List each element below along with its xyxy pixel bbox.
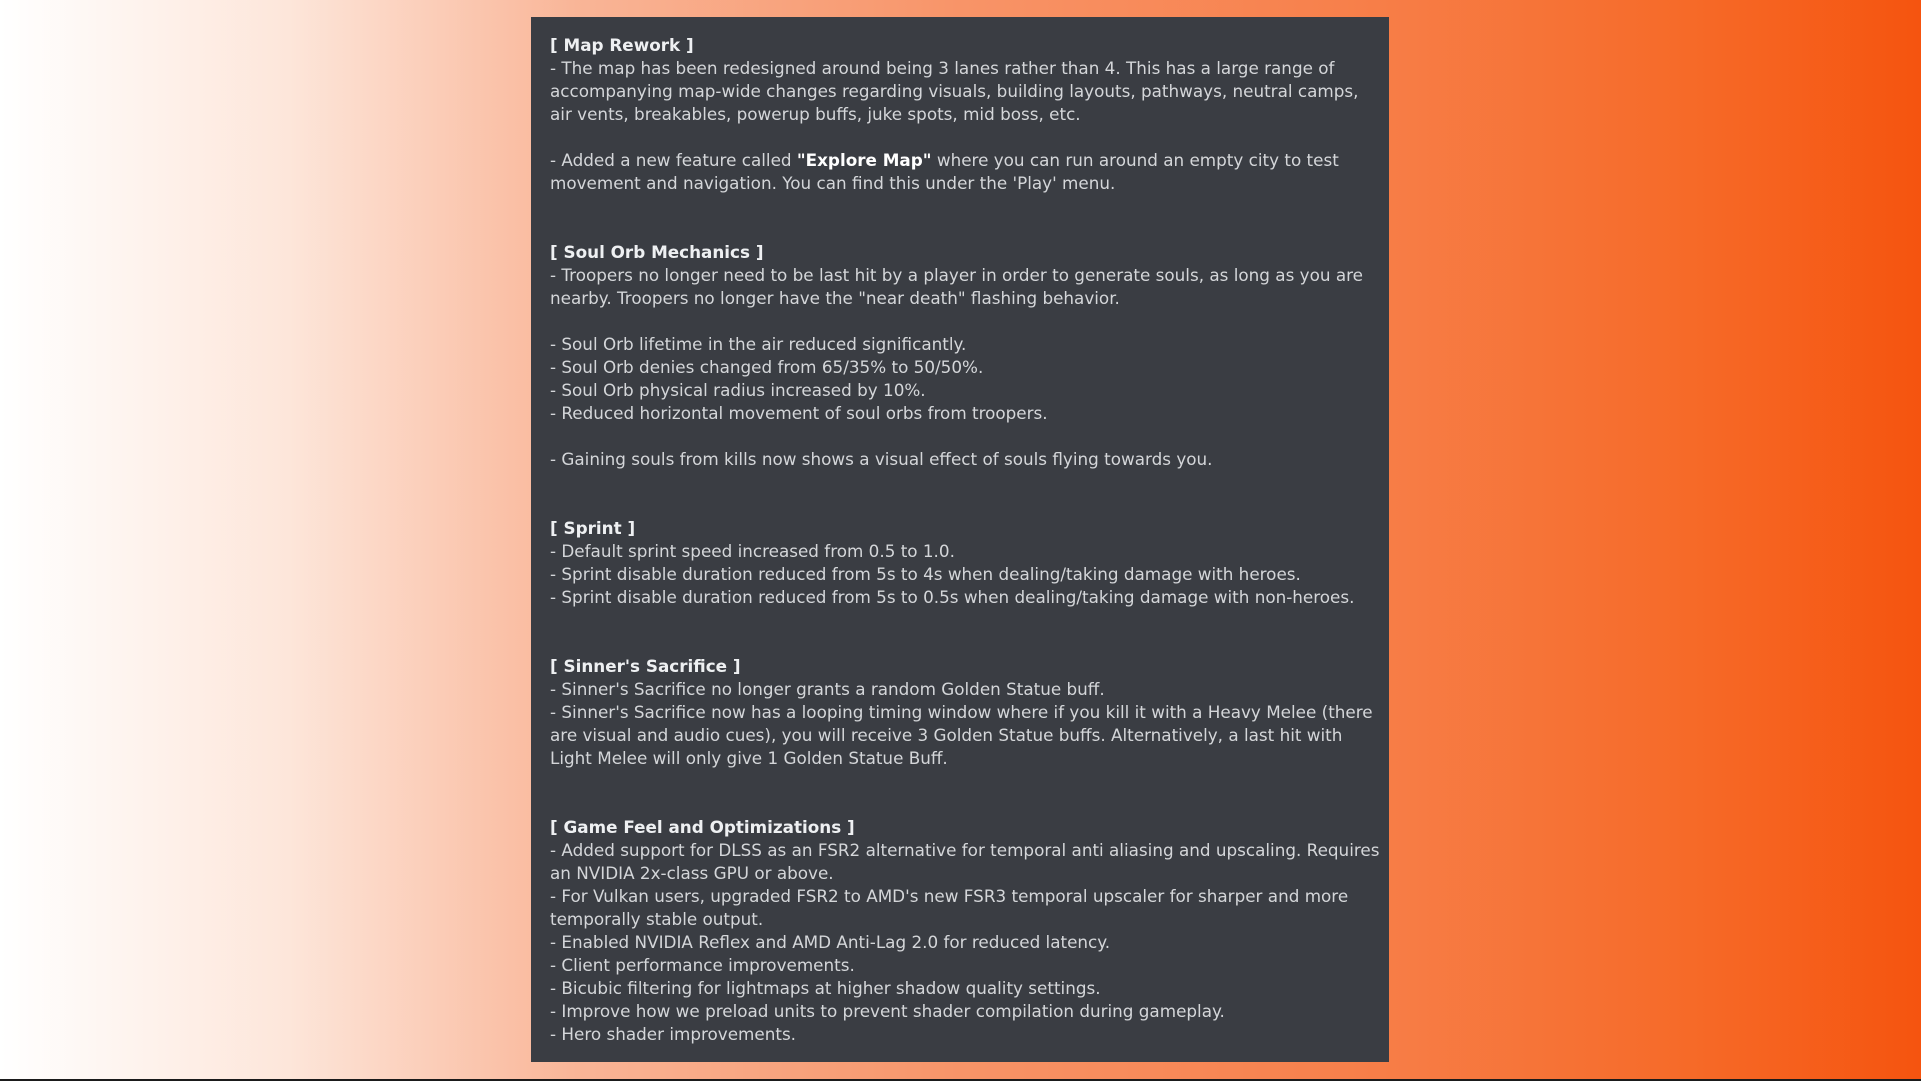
patch-notes-panel xyxy=(531,17,1389,1062)
patch-note-text: where you can run around an empty city to test movement and navigation. You can find this under the 'Play' menu. xyxy=(550,150,1339,193)
spacer xyxy=(550,770,1381,816)
patch-note-line: - Sprint disable duration reduced from 5s to 0.5s when dealing/taking damage with non-heroes. xyxy=(550,587,1355,607)
patch-note-line: - Reduced horizontal movement of soul orbs from troopers. xyxy=(550,403,1048,423)
section-title-sinners-sacrifice: [ Sinner's Sacrifice ] xyxy=(550,656,741,676)
patch-note-line: - Added support for DLSS as an FSR2 alternative for temporal anti aliasing and upscaling. Requires an NVIDIA 2x-class GPU or above. xyxy=(550,840,1380,883)
patch-note-line xyxy=(550,149,1381,195)
patch-note-line: - For Vulkan users, upgraded FSR2 to AMD's new FSR3 temporal upscaler for sharper and more temporally stable output. xyxy=(550,886,1349,929)
patch-note-line: - Enabled NVIDIA Reflex and AMD Anti-Lag 2.0 for reduced latency. xyxy=(550,932,1111,952)
spacer xyxy=(550,425,1381,448)
section-title-sprint: [ Sprint ] xyxy=(550,518,636,538)
patch-note-line: - Hero shader improvements. xyxy=(550,1024,797,1044)
spacer xyxy=(550,310,1381,333)
patch-note-line: - Bicubic filtering for lightmaps at higher shadow quality settings. xyxy=(550,978,1101,998)
patch-note-line: - Soul Orb physical radius increased by 10%. xyxy=(550,380,926,400)
spacer xyxy=(550,471,1381,517)
patch-note-line: - The map has been redesigned around being 3 lanes rather than 4. This has a large range of accompanying map-wide changes regarding visuals, building layouts, pathways, neutral camps, air vents, breakables, powerup buffs, juke spots, mid boss, etc. xyxy=(550,58,1359,124)
patch-note-line: - Sinner's Sacrifice now has a looping timing window where if you kill it with a Heavy Melee (there are visual and audio cues), you will receive 3 Golden Statue buffs. Alternatively, a last hit with Light Melee will only give 1 Golden Statue Buff. xyxy=(550,702,1373,768)
patch-note-line: - Improve how we preload units to prevent shader compilation during gameplay. xyxy=(550,1001,1225,1021)
patch-note-line: - Sinner's Sacrifice no longer grants a random Golden Statue buff. xyxy=(550,679,1105,699)
patch-note-line: - Default sprint speed increased from 0.5 to 1.0. xyxy=(550,541,955,561)
patch-note-line: - Troopers no longer need to be last hit by a player in order to generate souls, as long as you are nearby. Troopers no longer have the "near death" flashing behavior. xyxy=(550,265,1363,308)
section-title-soul-orb: [ Soul Orb Mechanics ] xyxy=(550,242,764,262)
section-title-game-feel: [ Game Feel and Optimizations ] xyxy=(550,817,855,837)
spacer xyxy=(550,126,1381,149)
patch-note-line: - Gaining souls from kills now shows a visual effect of souls flying towards you. xyxy=(550,449,1213,469)
patch-note-line: - Soul Orb denies changed from 65/35% to 50/50%. xyxy=(550,357,984,377)
spacer xyxy=(550,609,1381,655)
section-title-map-rework: [ Map Rework ] xyxy=(550,35,694,55)
patch-note-line: - Sprint disable duration reduced from 5s to 4s when dealing/taking damage with heroes. xyxy=(550,564,1301,584)
patch-note-text: - Added a new feature called xyxy=(550,150,797,170)
patch-note-line: - Soul Orb lifetime in the air reduced significantly. xyxy=(550,334,967,354)
patch-note-line: - Client performance improvements. xyxy=(550,955,855,975)
explore-map-highlight: "Explore Map" xyxy=(796,150,932,170)
spacer xyxy=(550,195,1381,241)
